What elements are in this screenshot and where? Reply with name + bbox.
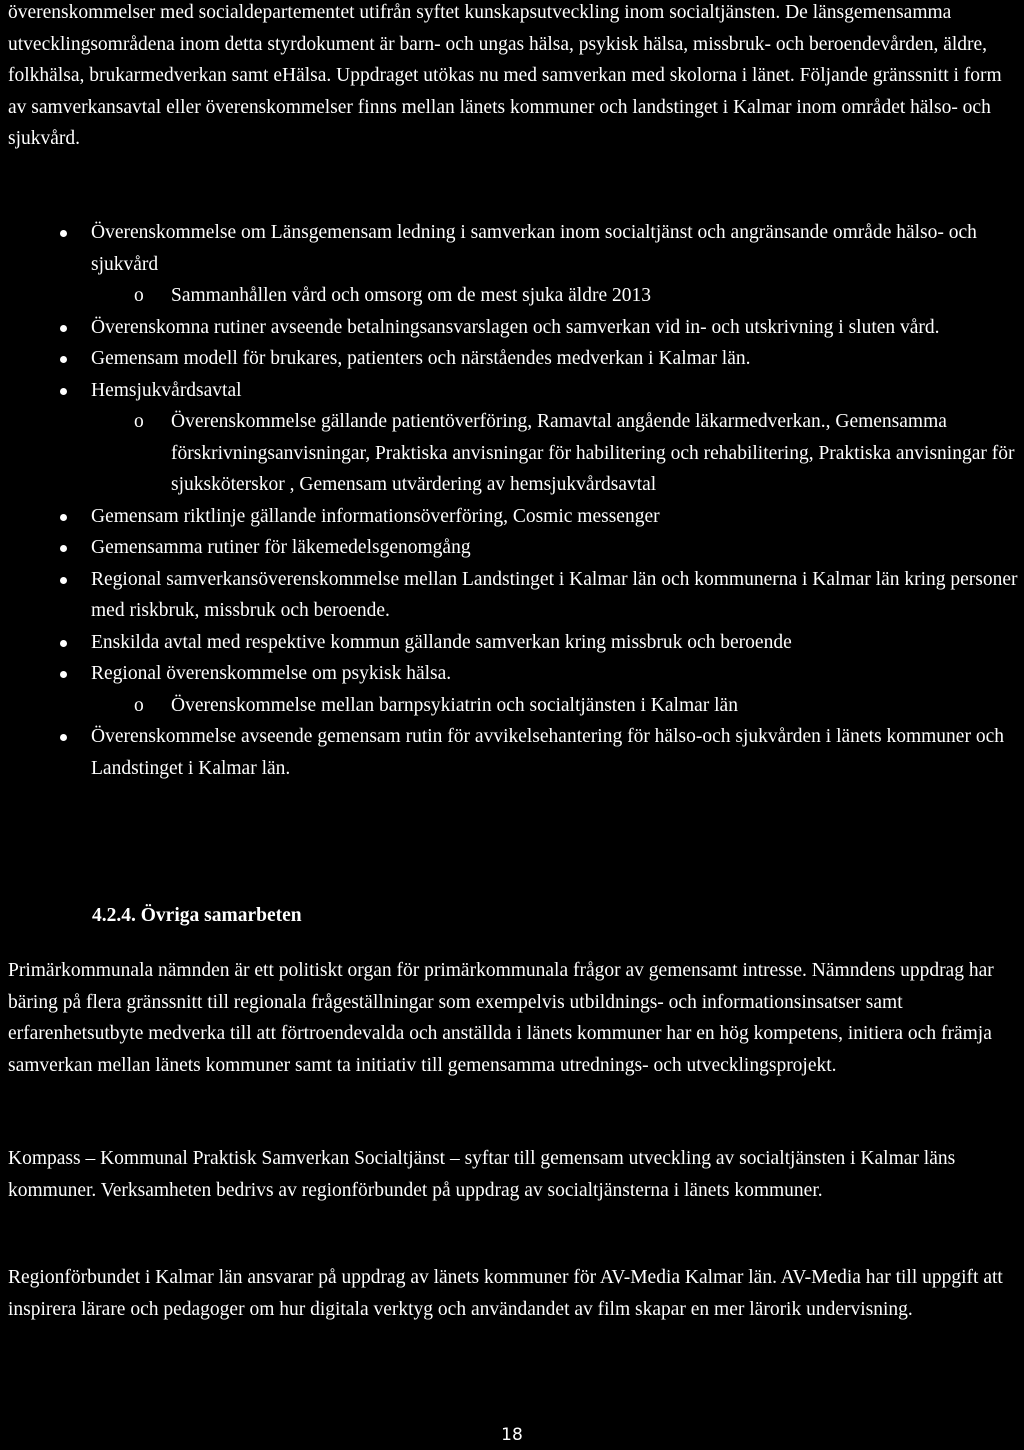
list-item-text: Överenskommelse om Länsgemensam ledning i samverkan inom socialtjänst och angränsande område hälso- och sjukvård — [91, 222, 977, 275]
list-item-text: Enskilda avtal med respektive kommun gällande samverkan kring missbruk och beroende — [91, 631, 792, 653]
list-item-text: Gemensamma rutiner för läkemedelsgenomgång — [91, 537, 471, 558]
sub-list-item: o Sammanhållen vård och omsorg om de mest sjuka äldre 2013 — [91, 280, 1018, 312]
list-item — [8, 564, 1018, 627]
sub-list-item: o Överenskommelse mellan barnpsykiatrin och socialtjänsten i Kalmar län — [91, 690, 1018, 722]
list-item-text: Hemsjukvårdsavtal — [91, 379, 242, 401]
sub-list — [91, 280, 1018, 312]
list-item — [8, 217, 1018, 312]
list-item — [8, 375, 1018, 501]
page-number: 18 — [501, 1425, 523, 1445]
agreements-list — [8, 217, 1018, 784]
list-item-text: Gemensam modell för brukares, patienters och närståendes medverkan i Kalmar län. — [91, 348, 751, 369]
list-item — [8, 658, 1018, 721]
list-item-text: Regional överenskommelse om psykisk hälsa. — [91, 663, 452, 684]
body-paragraph: Kompass – Kommunal Praktisk Samverkan Socialtjänst – syftar till gemensam utveckling av socialtjänsten i Kalmar läns kommuner. Verksamheten bedrivs av regionförbundet på uppdrag av socialtjänsterna i länets kommuner. — [8, 1148, 956, 1201]
list-item — [8, 532, 1018, 564]
list-item-text: Överenskomna rutiner avseende betalningsansvarslagen och samverkan vid in- och utskrivning i sluten vård. — [91, 316, 940, 338]
list-item-text: Överenskommelse avseende gemensam rutin för avvikelsehantering för hälso-och sjukvården i länets kommuner och Landstinget i Kalmar län. — [91, 726, 1004, 779]
intro-paragraph: överenskommelser med socialdepartementet utifrån syftet kunskapsutveckling inom socialtjänsten. De länsgemensamma utvecklingsområdena inom detta styrdokument är barn- och ungas hälsa, psykisk hälsa, missbruk- och beroendevården, äldre, folkhälsa, brukarmedverkan samt eHälsa. Uppdraget utökas nu med samverkan med skolorna i länet. Följande gränssnitt i form av samverkansavtal eller överenskommelser finns mellan länets kommuner och landstinget i Kalmar inom området hälso- och sjukvård. — [8, 2, 1002, 149]
list-item — [8, 627, 1018, 659]
body-paragraph: Regionförbundet i Kalmar län ansvarar på uppdrag av länets kommuner för AV-Media Kalmar län. AV-Media har till uppgift att inspirera lärare och pedagoger om hur digitala verktyg och användandet av film skapar en mer lärorik undervisning. — [8, 1267, 1003, 1320]
list-item — [8, 721, 1018, 784]
list-item-text: Regional samverkansöverenskommelse mellan Landstinget i Kalmar län och kommunerna i Kalmar län kring personer med riskbruk, missbruk och beroende. — [91, 568, 1018, 621]
sub-list — [91, 406, 1018, 501]
section-heading: 4.2.4. Övriga samarbeten — [92, 905, 302, 926]
list-item — [8, 501, 1018, 533]
sub-list — [91, 690, 1018, 722]
list-item-text: Gemensam riktlinje gällande informationsöverföring, Cosmic messenger — [91, 505, 660, 527]
list-item — [8, 343, 1018, 375]
list-item — [8, 312, 1018, 344]
body-paragraph: Primärkommunala nämnden är ett politiskt organ för primärkommunala frågor av gemensamt intresse. Nämndens uppdrag har bäring på flera gränssnitt till regionala frågeställningar som exempelvis utbildnings- och informationsinsatser samt erfarenhetsutbyte medverka till att förtroendevalda och anställda i länets kommuner har en hög kompetens, initiera och främja samverkan mellan länets kommuner samt ta initiativ till gemensamma utrednings- och utvecklingsprojekt. — [8, 960, 994, 1076]
sub-list-item: o Överenskommelse gällande patientöverföring, Ramavtal angående läkarmedverkan., Gemensamma förskrivningsanvisningar, Praktiska anvisningar för habilitering och rehabilitering, Praktiska anvisningar för sjuksköterskor , Gemensam utvärdering av hemsjukvårdsavtal — [91, 406, 1018, 501]
